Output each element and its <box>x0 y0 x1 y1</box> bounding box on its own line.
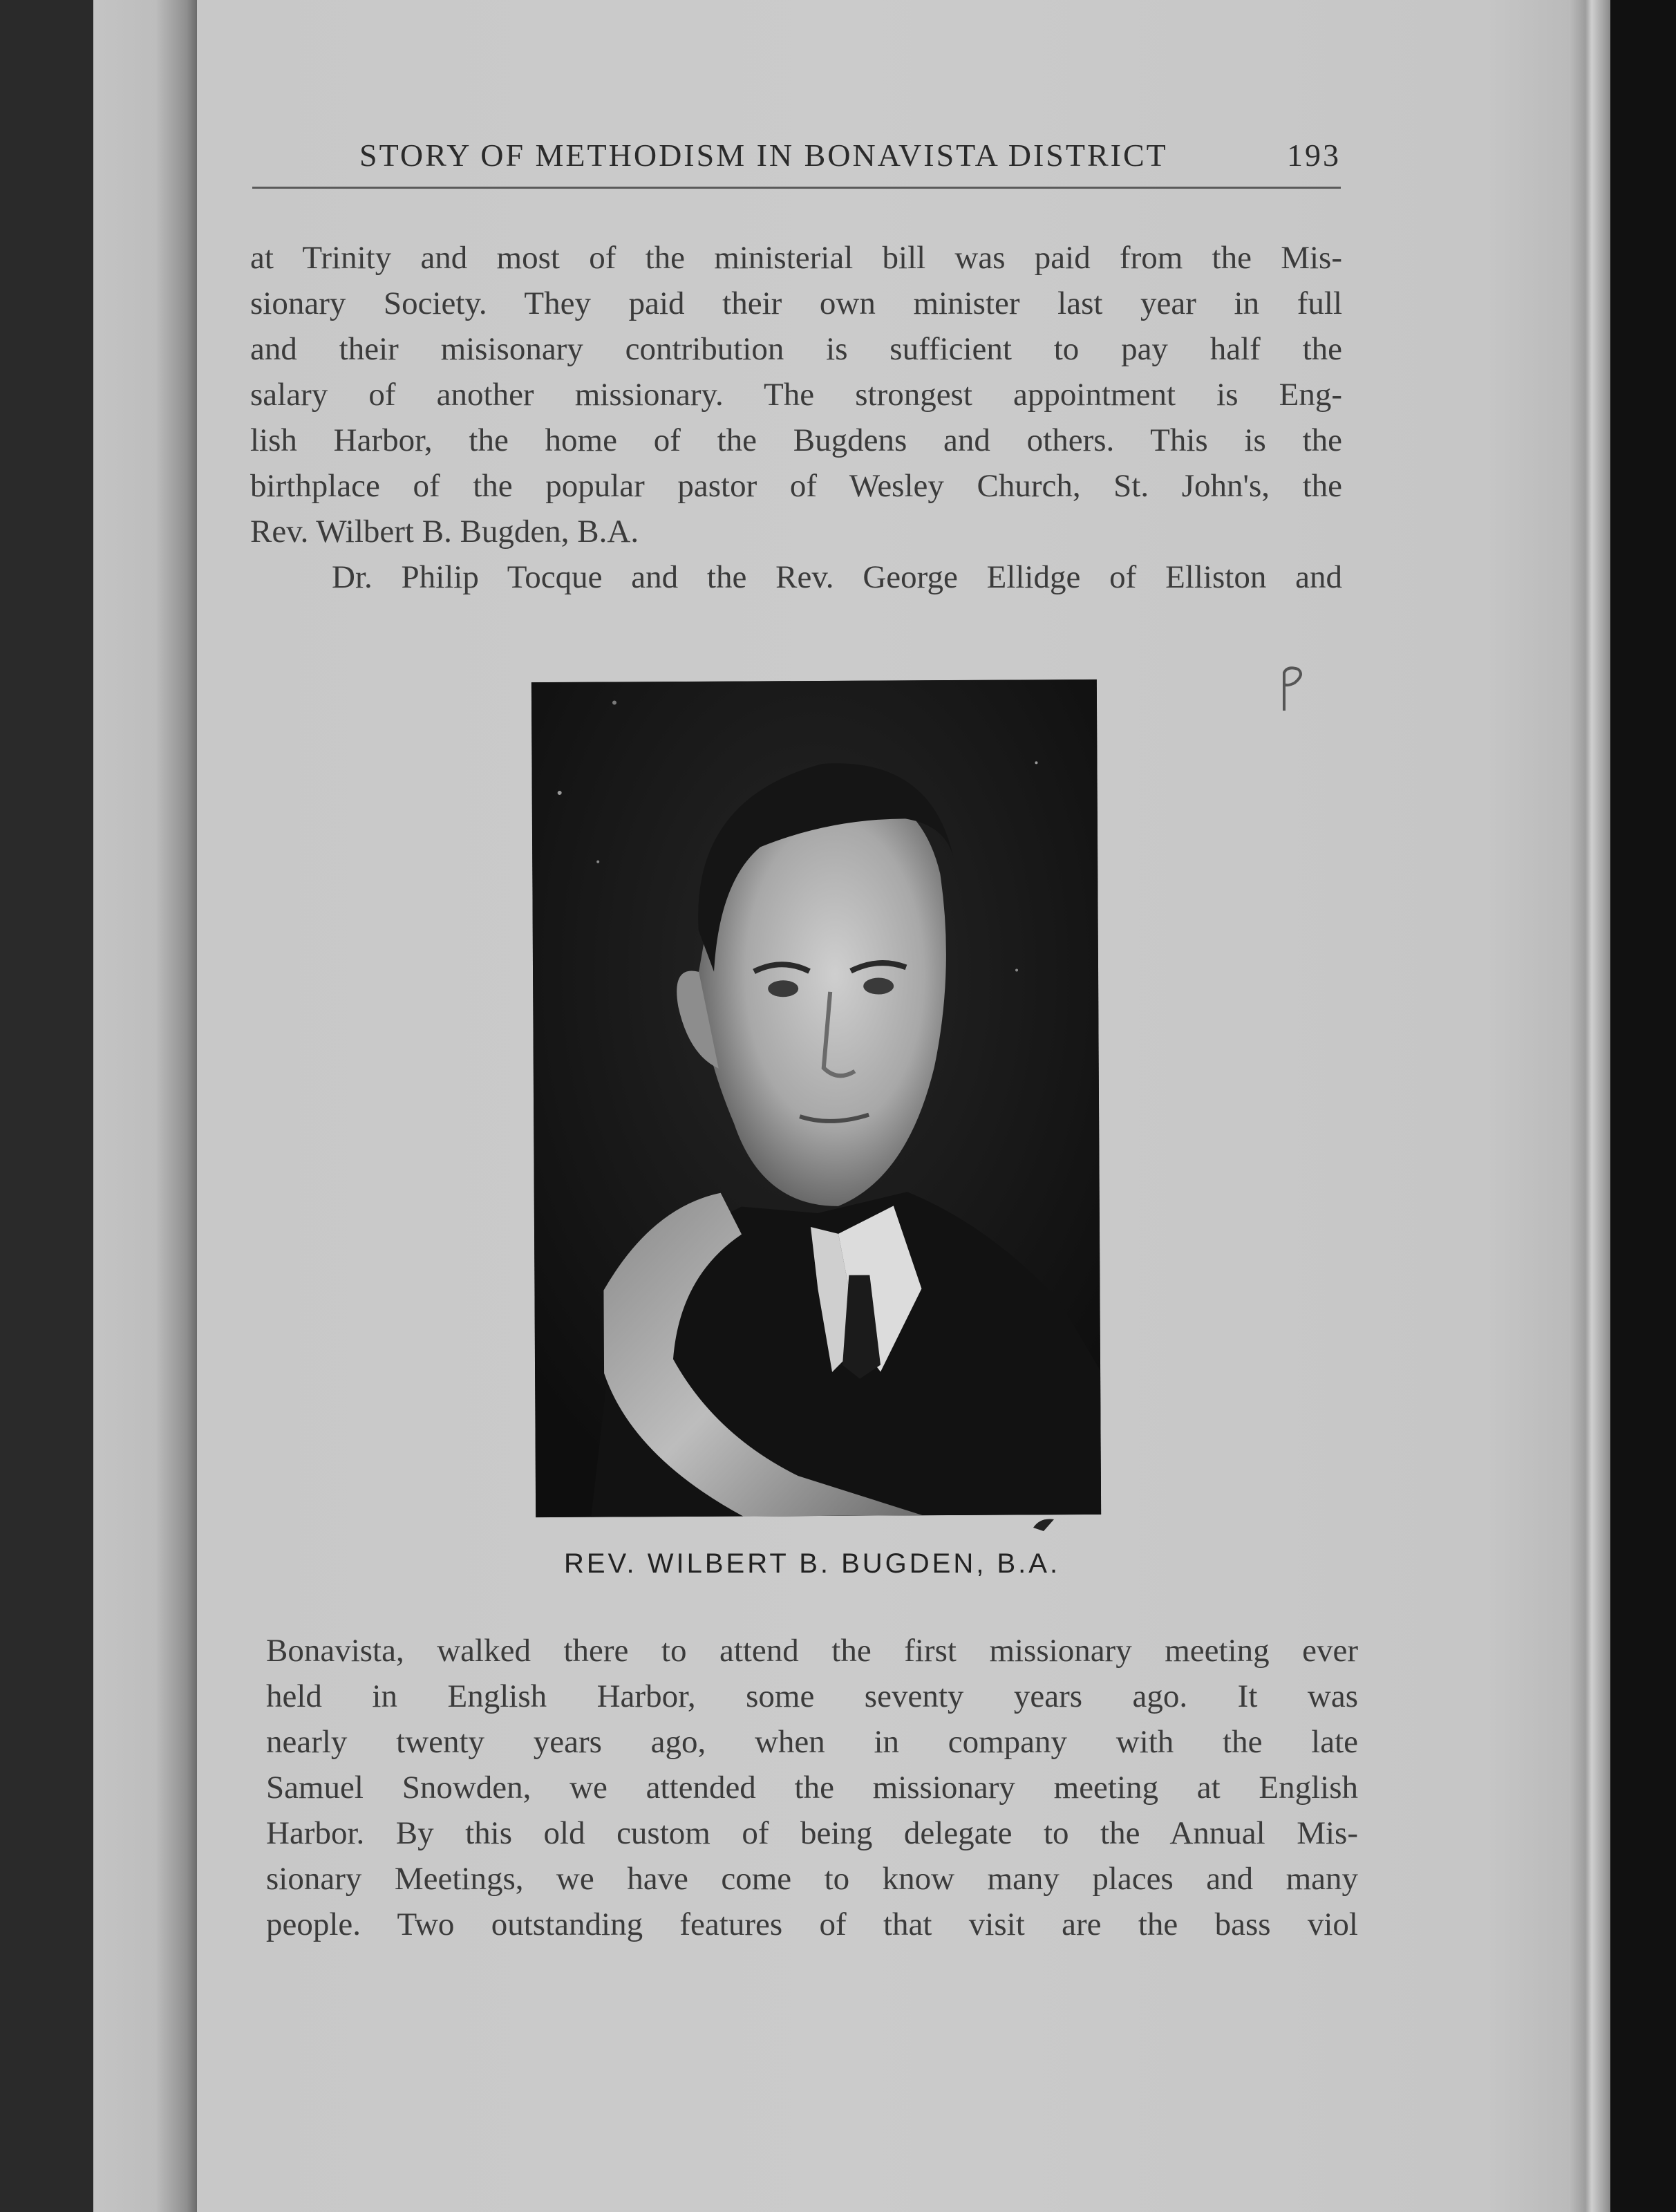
text-line: birthplace of the popular pastor of Wesley Church, St. John's, the <box>250 468 1342 504</box>
text-line: people. Two outstanding features of that visit are the bass viol <box>266 1906 1358 1942</box>
text-line: and their misisonary contribution is sufficient to pay half the <box>250 331 1342 367</box>
paragraph-top <box>250 235 1342 600</box>
running-head <box>359 137 1341 178</box>
page-number: 193 <box>1287 138 1341 173</box>
paragraph-bottom <box>266 1628 1358 1947</box>
page-edge <box>1569 0 1610 2212</box>
photo-caption: REV. WILBERT B. BUGDEN, B.A. <box>563 1548 1061 1579</box>
scan-border <box>1610 0 1676 2212</box>
ink-spot-icon <box>1030 1514 1057 1535</box>
text-line: sionary Meetings, we have come to know many places and many <box>266 1861 1358 1897</box>
pencil-mark-icon <box>1270 662 1312 718</box>
text-line: lish Harbor, the home of the Bugdens and others. This is the <box>250 422 1342 458</box>
text-line: Samuel Snowden, we attended the missionary meeting at English <box>266 1770 1358 1806</box>
text-line: at Trinity and most of the ministerial bill was paid from the Mis- <box>250 240 1342 276</box>
text-line: Harbor. By this old custom of being delegate to the Annual Mis- <box>266 1815 1358 1851</box>
text-line: nearly twenty years ago, when in company with the late <box>266 1724 1358 1760</box>
header-rule <box>252 187 1341 189</box>
text-line: salary of another missionary. The strongest appointment is Eng- <box>250 377 1342 413</box>
page-gutter <box>93 0 197 2212</box>
text-line: Dr. Philip Tocque and the Rev. George Ellidge of Elliston and <box>332 559 1342 595</box>
text-line: held in English Harbor, some seventy years ago. It was <box>266 1678 1358 1714</box>
portrait-photo-icon <box>531 679 1101 1517</box>
text-line: Rev. Wilbert B. Bugden, B.A. <box>250 514 639 550</box>
text-line: sionary Society. They paid their own minister last year in full <box>250 285 1342 321</box>
running-title: STORY OF METHODISM IN BONAVISTA DISTRICT <box>359 138 1168 173</box>
portrait-photo-icon <box>531 679 1101 1517</box>
text-line: Bonavista, walked there to attend the first missionary meeting ever <box>266 1633 1358 1669</box>
